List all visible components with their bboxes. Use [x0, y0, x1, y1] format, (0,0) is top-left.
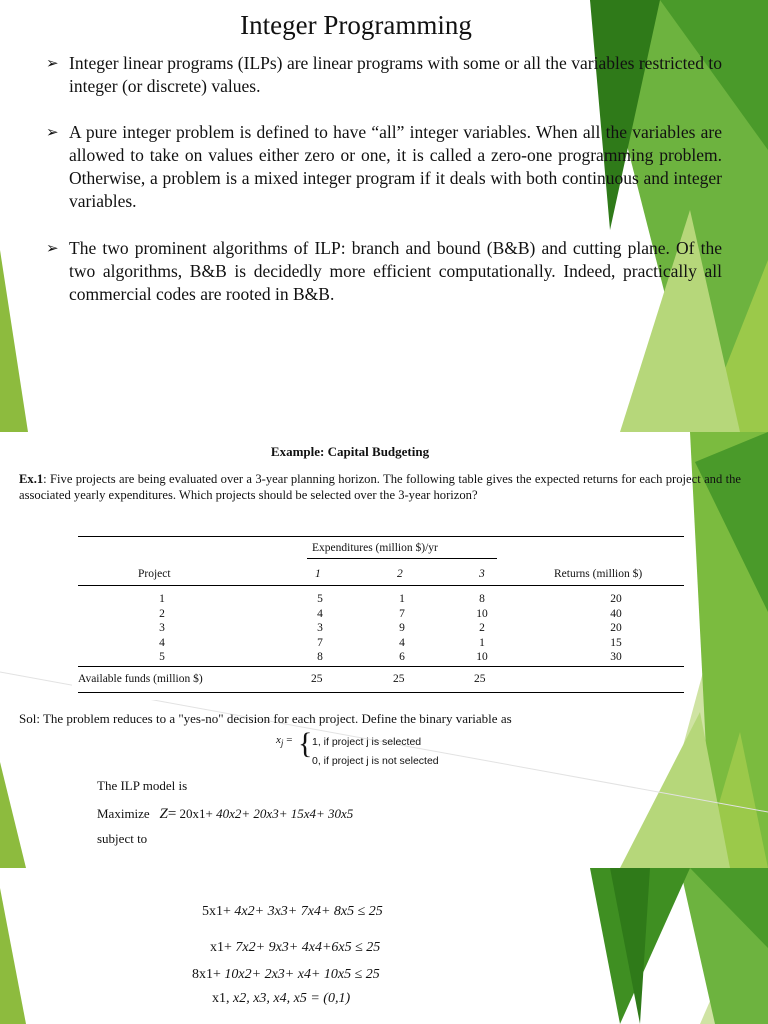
- col-year2-values: [394, 592, 410, 665]
- objective-eq: =: [167, 806, 177, 822]
- slide-constraints: [0, 868, 768, 1024]
- variable-x: [276, 734, 293, 749]
- expenditures-table: [72, 526, 690, 700]
- col-header-year-1: 1: [315, 568, 321, 580]
- constraint-year-1: [202, 904, 383, 920]
- table-cell: 2: [159, 607, 165, 620]
- table-cell: 10: [476, 607, 488, 620]
- group-header-rule: [307, 558, 497, 559]
- objective-rest: 40x2+ 20x3+ 15x4+ 30x5: [216, 806, 354, 821]
- table-cell: 3: [317, 622, 323, 635]
- col-header-returns: Returns (million $): [554, 568, 643, 580]
- table-cell: 7: [317, 636, 323, 649]
- col-header-year-2: 2: [397, 568, 403, 580]
- model-intro: The ILP model is: [97, 778, 188, 793]
- table-cell: 6: [399, 651, 405, 664]
- subject-to-label: subject to: [97, 831, 148, 846]
- bullet-pure-integer: [46, 121, 722, 213]
- objective-z: Z: [159, 806, 168, 822]
- table-cell: 5: [159, 651, 165, 664]
- bullet-algorithms: [46, 237, 722, 306]
- var-subscript: j: [280, 738, 284, 749]
- objective-function: [97, 806, 353, 823]
- equals-sign: =: [283, 734, 293, 746]
- expenditures-group-header: Expenditures (million $)/yr: [312, 542, 438, 554]
- table-cell: 3: [159, 622, 165, 635]
- col-year1-values: [312, 592, 328, 665]
- case-selected: 1, if project j is selected: [312, 736, 422, 748]
- available-funds-label: Available funds (million $): [78, 673, 203, 685]
- table-cell: 20: [610, 622, 622, 635]
- table-cell: 4: [317, 607, 323, 620]
- constraint-lead: 5x1+: [202, 904, 235, 919]
- table-cell: 20: [610, 593, 622, 605]
- table-top-rule: [78, 536, 684, 537]
- col-year3-values: [472, 592, 492, 665]
- header-rule: [78, 585, 684, 586]
- table-cell: 4: [159, 636, 165, 649]
- col-header-year-3: 3: [479, 568, 485, 580]
- funds-rule: [78, 666, 684, 667]
- table-cell: 2: [479, 622, 485, 635]
- example-description: [19, 471, 741, 503]
- constraint-year-2: [210, 940, 380, 956]
- arrow-bullet-icon: ➢: [46, 239, 59, 257]
- table-cell: 40: [610, 607, 622, 620]
- funds-year-3: 25: [474, 673, 486, 685]
- table-cell: 1: [159, 593, 165, 605]
- table-cell: 9: [399, 622, 405, 635]
- example-heading: Example: Capital Budgeting: [270, 444, 430, 459]
- bullet-text: Integer linear programs (ILPs) are linear programs with some or all the variables restricted to integer (or discrete) values.: [69, 53, 722, 96]
- table-cell: 30: [610, 651, 622, 664]
- table-cell: 7: [399, 607, 405, 620]
- constraint-rest: 4x2+ 3x3+ 7x4+ 8x5 ≤ 25: [234, 904, 383, 919]
- constraint-rest: x2, x3, x4, x5 = (0,1): [233, 991, 351, 1006]
- maximize-label: Maximize: [97, 806, 150, 821]
- slide-integer-programming: [0, 0, 768, 432]
- case-not-selected: 0, if project j is not selected: [312, 755, 439, 767]
- table-cell: 10: [476, 651, 488, 664]
- col-header-project: Project: [138, 568, 171, 580]
- constraint-lead: x1,: [212, 991, 233, 1006]
- bullet-text: A pure integer problem is defined to have “all” integer variables. When all the variables are allowed to take on values either zero or one, it is called a zero-one programming problem. Otherwise, a problem is a mixed integer program if it deals with both continuous and integer variables.: [69, 122, 722, 211]
- table-cell: 15: [610, 636, 622, 649]
- constraint-binary: [212, 991, 350, 1007]
- table-cell: 4: [399, 636, 405, 649]
- table-cell: 1: [399, 593, 405, 605]
- slide-title: Integer Programming: [240, 10, 472, 40]
- solution-text: Sol: The problem reduces to a "yes-no" decision for each project. Define the binary variable as: [19, 711, 512, 726]
- left-brace: {: [298, 727, 313, 760]
- constraint-lead: 8x1+: [192, 967, 225, 982]
- slide-capital-budgeting: [0, 432, 768, 868]
- arrow-bullet-icon: ➢: [46, 123, 59, 141]
- table-cell: 8: [479, 593, 485, 605]
- constraint-rest: 7x2+ 9x3+ 4x4+6x5 ≤ 25: [235, 940, 381, 955]
- example-text: : Five projects are being evaluated over a 3-year planning horizon. The following table gives the expected returns for each project and the associated yearly expenditures. Which projects should be selected over the 3-year horizon?: [19, 472, 741, 502]
- example-label: Ex.1: [19, 472, 44, 486]
- table-cell: 1: [479, 636, 485, 649]
- objective-first-term: 20x1+: [179, 806, 213, 821]
- binary-variable-definition: [276, 727, 439, 767]
- bullet-text: The two prominent algorithms of ILP: branch and bound (B&B) and cutting plane. Of the two algorithms, B&B is decidedly more efficient computationally. Indeed, practically all commercial codes are rooted in B&B.: [69, 238, 722, 304]
- table-bottom-rule: [78, 692, 684, 693]
- green-triangle-decoration: [0, 868, 768, 1024]
- constraint-year-3: [192, 967, 380, 983]
- col-returns-values: [605, 592, 627, 665]
- constraint-rest: 10x2+ 2x3+ x4+ 10x5 ≤ 25: [224, 967, 380, 982]
- funds-year-2: 25: [393, 673, 405, 685]
- var-name: x: [276, 734, 281, 746]
- col-project-values: [156, 592, 168, 665]
- table-cell: 8: [317, 651, 323, 664]
- bullet-ilp-definition: [46, 52, 722, 98]
- funds-year-1: 25: [311, 673, 323, 685]
- arrow-bullet-icon: ➢: [46, 54, 59, 72]
- constraint-lead: x1+: [210, 940, 236, 955]
- table-cell: 5: [317, 593, 323, 605]
